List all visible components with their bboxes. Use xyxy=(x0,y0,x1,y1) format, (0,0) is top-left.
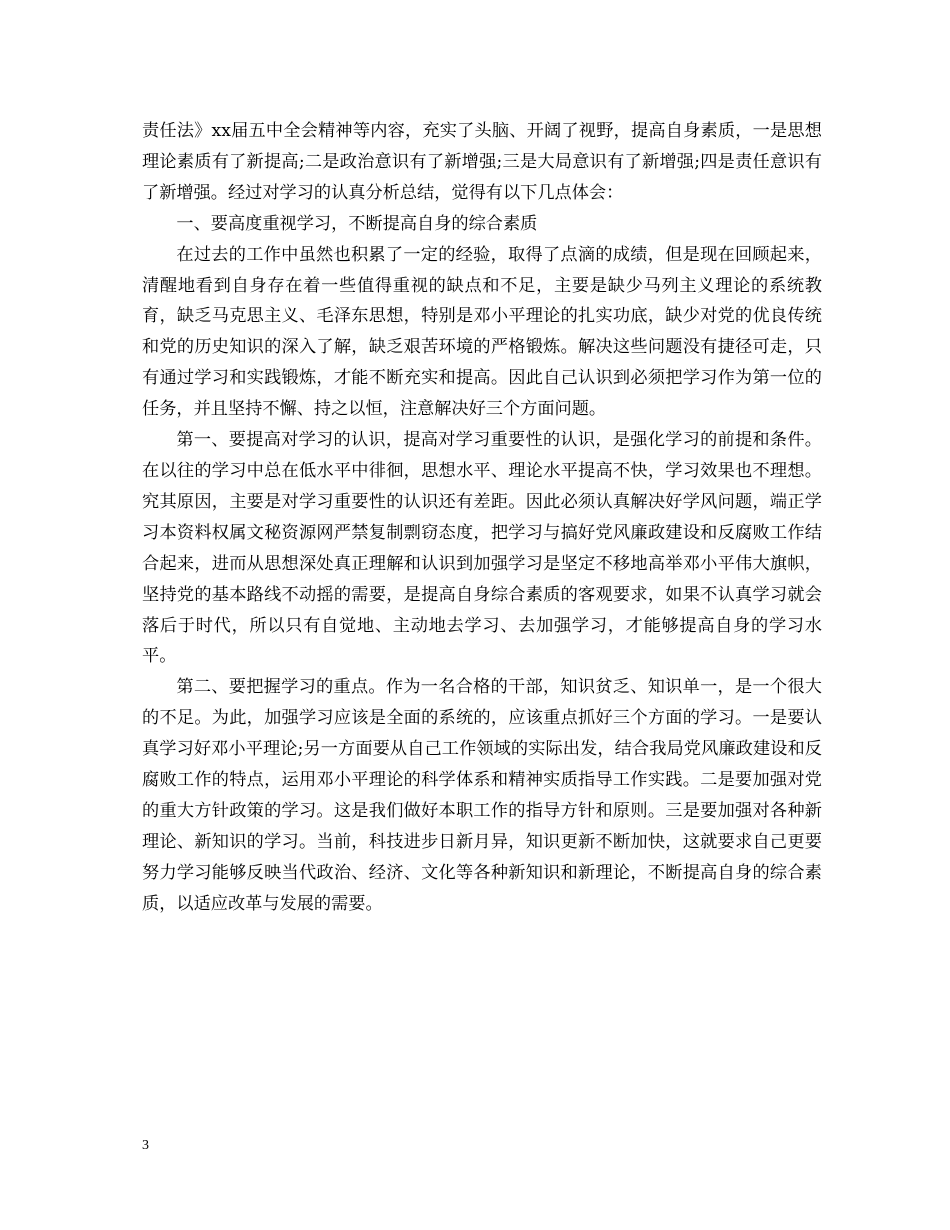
paragraph-5: 第二、要把握学习的重点。作为一名合格的干部，知识贫乏、知识单一，是一个很大的不足。为此，加强学习应该是全面的系统的，应该重点抓好三个方面的学习。一是要认真学习好邓小平理论;另一方面要从自己工作领域的实际出发，结合我局党风廉政建设和反腐败工作的特点，运用邓小平理论的科学体系和精神实质指导工作实践。二是要加强对党的重大方针政策的学习。这是我们做好本职工作的指导方针和原则。三是要加强对各种新理论、新知识的学习。当前，科技进步日新月异，知识更新不断加快，这就要求自己更要努力学习能够反映当代政治、经济、文化等各种新知识和新理论，不断提高自身的综合素质，以适应改革与发展的需要。 xyxy=(142,677,822,914)
section-heading: 一、要高度重视学习，不断提高自身的综合素质 xyxy=(176,213,538,234)
paragraph-1: 责任法》xx届五中全会精神等内容，充实了头脑、开阔了视野，提高自身素质，一是思想理论素质有了新提高;二是政治意识有了新增强;三是大局意识有了新增强;四是责任意识有了新增强。经过对学习的认真分析总结，觉得有以下几点体会： xyxy=(142,121,822,203)
paragraph-3: 在过去的工作中虽然也积累了一定的经验，取得了点滴的成绩，但是现在回顾起来，清醒地看到自身存在着一些值得重视的缺点和不足，主要是缺少马列主义理论的系统教育，缺乏马克思主义、毛泽东思想，特别是邓小平理论的扎实功底，缺少对党的优良传统和党的历史知识的深入了解，缺乏艰苦环境的严格锻炼。解决这些问题没有捷径可走，只有通过学习和实践锻炼，才能不断充实和提高。因此自己认识到必须把学习作为第一位的任务，并且坚持不懈、持之以恒，注意解决好三个方面问题。 xyxy=(142,244,822,420)
body-text xyxy=(142,116,822,920)
page-number: 3 xyxy=(142,1138,149,1153)
paragraph-4: 第一、要提高对学习的认识，提高对学习重要性的认识，是强化学习的前提和条件。在以往的学习中总在低水平中徘徊，思想水平、理论水平提高不快，学习效果也不理想。究其原因，主要是对学习重要性的认识还有差距。因此必须认真解决好学风问题，端正学习本资料权属文秘资源网严禁复制剽窃态度，把学习与搞好党风廉政建设和反腐败工作结合起来，进而从思想深处真正理解和认识到加强学习是坚定不移地高举邓小平伟大旗帜，坚持党的基本路线不动摇的需要，是提高自身综合素质的客观要求，如果不认真学习就会落后于时代，所以只有自觉地、主动地去学习、去加强学习，才能够提高自身的学习水平。 xyxy=(142,430,822,667)
